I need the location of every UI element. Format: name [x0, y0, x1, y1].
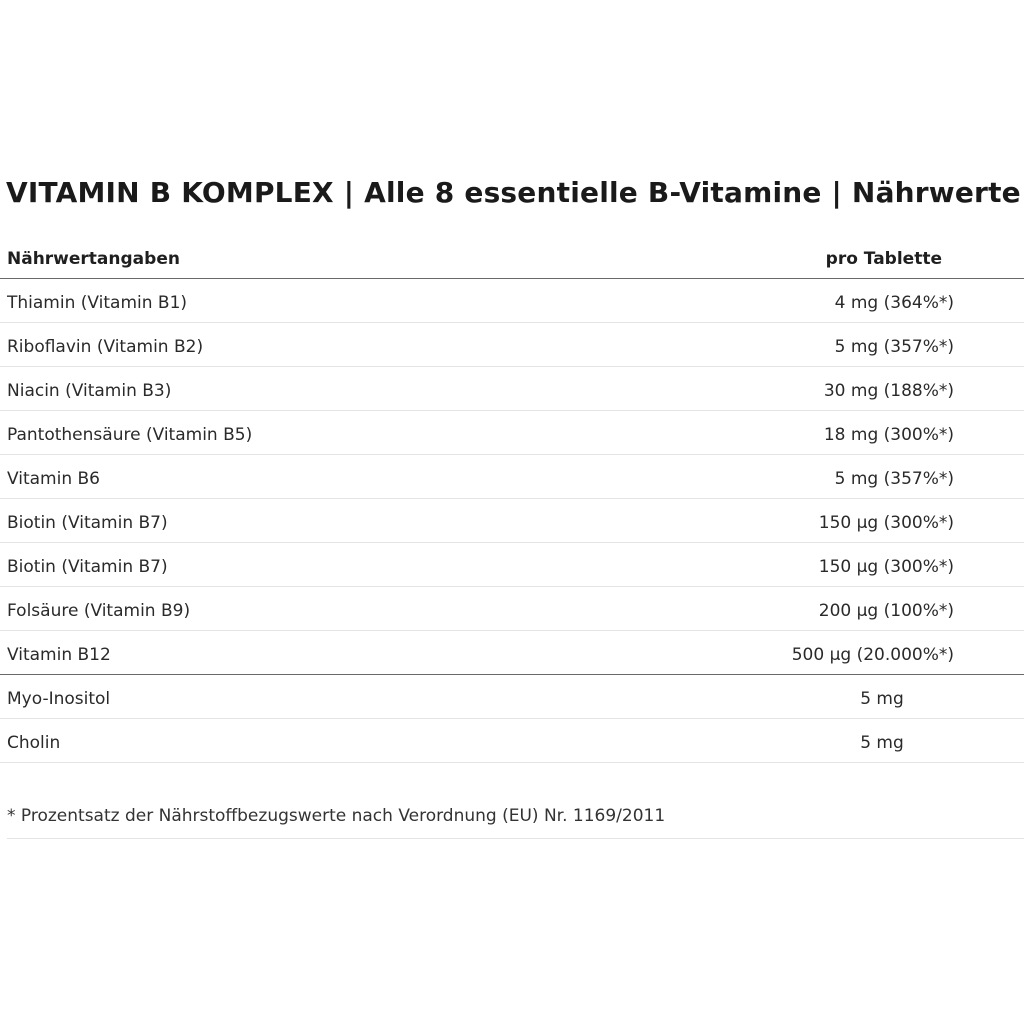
table-row	[0, 543, 1024, 587]
nutrient-name: Myo-Inositol	[7, 689, 111, 709]
nutrient-value: 5 mg (357%*)	[834, 469, 954, 489]
nutrient-name: Riboflavin (Vitamin B2)	[7, 337, 204, 357]
nutrient-value: 5 mg	[860, 733, 904, 753]
table-row	[0, 499, 1024, 543]
nutrient-name: Biotin (Vitamin B7)	[7, 513, 168, 533]
table-row	[0, 587, 1024, 631]
nutrient-name: Vitamin B12	[7, 645, 111, 665]
nutrition-table	[0, 236, 1024, 763]
nutrient-name: Niacin (Vitamin B3)	[7, 381, 172, 401]
nutrient-name: Vitamin B6	[7, 469, 101, 489]
nutrient-value: 18 mg (300%*)	[823, 425, 954, 445]
nutrient-value: 200 µg (100%*)	[818, 601, 954, 621]
table-row	[0, 631, 1024, 675]
table-header-row	[0, 236, 1024, 279]
table-row	[0, 279, 1024, 323]
nutrient-value: 5 mg (357%*)	[834, 337, 954, 357]
nutrient-value: 500 µg (20.000%*)	[791, 645, 954, 665]
nutrient-name: Pantothensäure (Vitamin B5)	[7, 425, 253, 445]
table-row	[0, 367, 1024, 411]
nutrient-name: Cholin	[7, 733, 61, 753]
table-row	[0, 411, 1024, 455]
column-header-per-tablet: pro Tablette	[825, 249, 942, 269]
column-header-nutrient: Nährwertangaben	[7, 249, 180, 269]
nutrient-name: Folsäure (Vitamin B9)	[7, 601, 191, 621]
nutrient-value: 4 mg (364%*)	[834, 293, 954, 313]
nutrient-name: Biotin (Vitamin B7)	[7, 557, 168, 577]
page-title: VITAMIN B KOMPLEX | Alle 8 essentielle B-Vitamine | Nährwerte	[6, 176, 1021, 209]
nutrient-value: 5 mg	[860, 689, 904, 709]
nutrient-value: 150 µg (300%*)	[818, 557, 954, 577]
table-row	[0, 323, 1024, 367]
nutrient-name: Thiamin (Vitamin B1)	[7, 293, 188, 313]
table-row	[0, 719, 1024, 763]
nutrient-value: 30 mg (188%*)	[823, 381, 954, 401]
nutrient-value: 150 µg (300%*)	[818, 513, 954, 533]
footnote: * Prozentsatz der Nährstoffbezugswerte nach Verordnung (EU) Nr. 1169/2011	[7, 806, 1024, 839]
table-row	[0, 675, 1024, 719]
table-row	[0, 455, 1024, 499]
